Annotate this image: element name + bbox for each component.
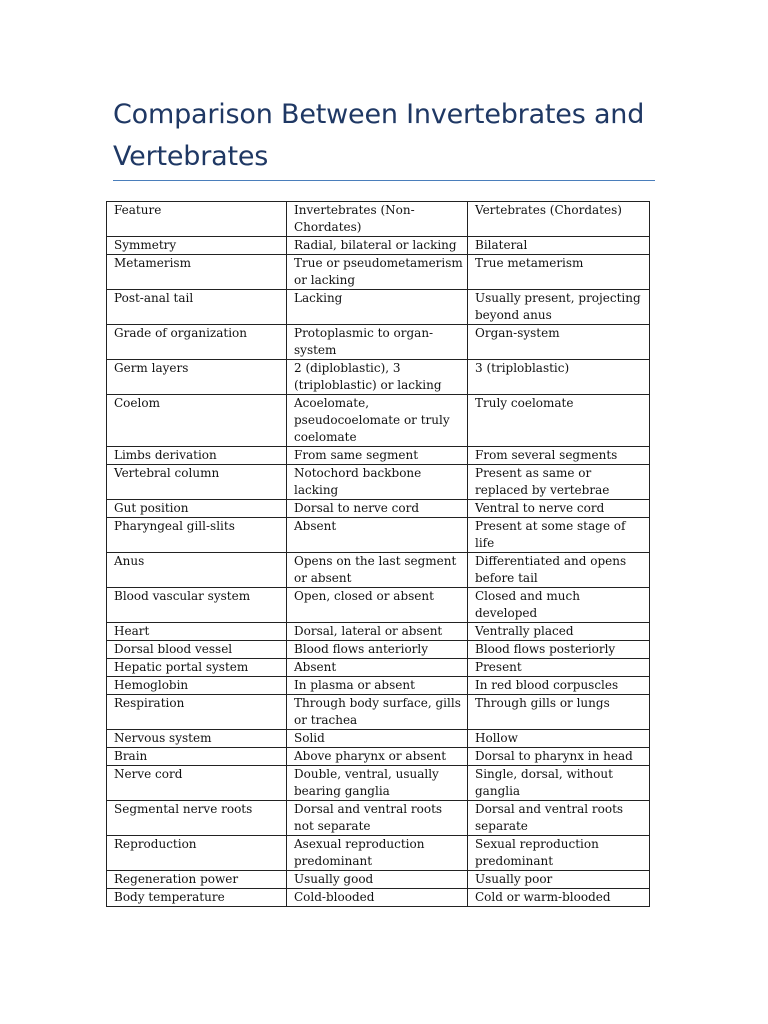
feature-cell: Germ layers [107, 360, 287, 395]
vertebrates-cell: From several segments [468, 447, 650, 465]
invertebrates-cell: Double, ventral, usually bearing ganglia [287, 766, 468, 801]
table-row [107, 360, 650, 395]
invertebrates-cell: Absent [287, 518, 468, 553]
vertebrates-cell: Dorsal to pharynx in head [468, 748, 650, 766]
table-row [107, 325, 650, 360]
table-row [107, 836, 650, 871]
feature-cell: Grade of organization [107, 325, 287, 360]
vertebrates-cell: Blood flows posteriorly [468, 641, 650, 659]
table-row [107, 395, 650, 447]
invertebrates-cell: Dorsal to nerve cord [287, 500, 468, 518]
invertebrates-cell: Open, closed or absent [287, 588, 468, 623]
table-row [107, 290, 650, 325]
page-title: Comparison Between Invertebrates and Vertebrates [113, 99, 645, 172]
vertebrates-cell: Present [468, 659, 650, 677]
table-row [107, 447, 650, 465]
table-row [107, 730, 650, 748]
feature-cell: Respiration [107, 695, 287, 730]
comparison-table [106, 201, 650, 907]
vertebrates-cell: Present as same or replaced by vertebrae [468, 465, 650, 500]
table-row [107, 553, 650, 588]
table-header-row [107, 202, 650, 237]
vertebrates-cell: Closed and much developed [468, 588, 650, 623]
vertebrates-cell: Through gills or lungs [468, 695, 650, 730]
vertebrates-cell: True metamerism [468, 255, 650, 290]
table-row [107, 500, 650, 518]
invertebrates-cell: Dorsal, lateral or absent [287, 623, 468, 641]
feature-cell: Blood vascular system [107, 588, 287, 623]
feature-cell: Gut position [107, 500, 287, 518]
vertebrates-cell: Present at some stage of life [468, 518, 650, 553]
table-row [107, 801, 650, 836]
feature-cell: Anus [107, 553, 287, 588]
invertebrates-cell: Cold-blooded [287, 889, 468, 907]
invertebrates-cell: From same segment [287, 447, 468, 465]
table-row [107, 518, 650, 553]
vertebrates-cell: Truly coelomate [468, 395, 650, 447]
invertebrates-cell: 2 (diploblastic), 3 (triploblastic) or lacking [287, 360, 468, 395]
vertebrates-cell: Sexual reproduction predominant [468, 836, 650, 871]
feature-cell: Body temperature [107, 889, 287, 907]
table-row [107, 748, 650, 766]
invertebrates-cell: Radial, bilateral or lacking [287, 237, 468, 255]
table-row [107, 623, 650, 641]
feature-cell: Metamerism [107, 255, 287, 290]
invertebrates-cell: Acoelomate, pseudocoelomate or truly coelomate [287, 395, 468, 447]
table-row [107, 641, 650, 659]
invertebrates-cell: Through body surface, gills or trachea [287, 695, 468, 730]
feature-cell: Brain [107, 748, 287, 766]
header-cell-vertebrates: Vertebrates (Chordates) [468, 202, 650, 237]
invertebrates-cell: Dorsal and ventral roots not separate [287, 801, 468, 836]
vertebrates-cell: Usually present, projecting beyond anus [468, 290, 650, 325]
invertebrates-cell: Opens on the last segment or absent [287, 553, 468, 588]
invertebrates-cell: Notochord backbone lacking [287, 465, 468, 500]
vertebrates-cell: Usually poor [468, 871, 650, 889]
feature-cell: Reproduction [107, 836, 287, 871]
vertebrates-cell: In red blood corpuscles [468, 677, 650, 695]
table-row [107, 871, 650, 889]
feature-cell: Heart [107, 623, 287, 641]
vertebrates-cell: Ventral to nerve cord [468, 500, 650, 518]
feature-cell: Limbs derivation [107, 447, 287, 465]
vertebrates-cell: Bilateral [468, 237, 650, 255]
feature-cell: Symmetry [107, 237, 287, 255]
table-row [107, 695, 650, 730]
table-row [107, 766, 650, 801]
feature-cell: Post-anal tail [107, 290, 287, 325]
vertebrates-cell: Single, dorsal, without ganglia [468, 766, 650, 801]
title-underline [113, 180, 655, 181]
invertebrates-cell: Asexual reproduction predominant [287, 836, 468, 871]
feature-cell: Hepatic portal system [107, 659, 287, 677]
vertebrates-cell: 3 (triploblastic) [468, 360, 650, 395]
invertebrates-cell: Solid [287, 730, 468, 748]
vertebrates-cell: Cold or warm-blooded [468, 889, 650, 907]
invertebrates-cell: Lacking [287, 290, 468, 325]
header-cell-invertebrates: Invertebrates (Non-Chordates) [287, 202, 468, 237]
table-row [107, 255, 650, 290]
invertebrates-cell: Blood flows anteriorly [287, 641, 468, 659]
table-row [107, 889, 650, 907]
invertebrates-cell: True or pseudometamerism or lacking [287, 255, 468, 290]
table-row [107, 677, 650, 695]
table-row [107, 465, 650, 500]
feature-cell: Vertebral column [107, 465, 287, 500]
invertebrates-cell: Usually good [287, 871, 468, 889]
feature-cell: Nervous system [107, 730, 287, 748]
vertebrates-cell: Organ-system [468, 325, 650, 360]
vertebrates-cell: Differentiated and opens before tail [468, 553, 650, 588]
feature-cell: Segmental nerve roots [107, 801, 287, 836]
feature-cell: Coelom [107, 395, 287, 447]
feature-cell: Regeneration power [107, 871, 287, 889]
table-row [107, 659, 650, 677]
feature-cell: Hemoglobin [107, 677, 287, 695]
invertebrates-cell: In plasma or absent [287, 677, 468, 695]
feature-cell: Dorsal blood vessel [107, 641, 287, 659]
vertebrates-cell: Hollow [468, 730, 650, 748]
feature-cell: Pharyngeal gill-slits [107, 518, 287, 553]
feature-cell: Nerve cord [107, 766, 287, 801]
invertebrates-cell: Protoplasmic to organ-system [287, 325, 468, 360]
header-cell-feature: Feature [107, 202, 287, 237]
invertebrates-cell: Absent [287, 659, 468, 677]
invertebrates-cell: Above pharynx or absent [287, 748, 468, 766]
vertebrates-cell: Dorsal and ventral roots separate [468, 801, 650, 836]
vertebrates-cell: Ventrally placed [468, 623, 650, 641]
table-row [107, 588, 650, 623]
table-body [107, 202, 650, 907]
table-row [107, 237, 650, 255]
